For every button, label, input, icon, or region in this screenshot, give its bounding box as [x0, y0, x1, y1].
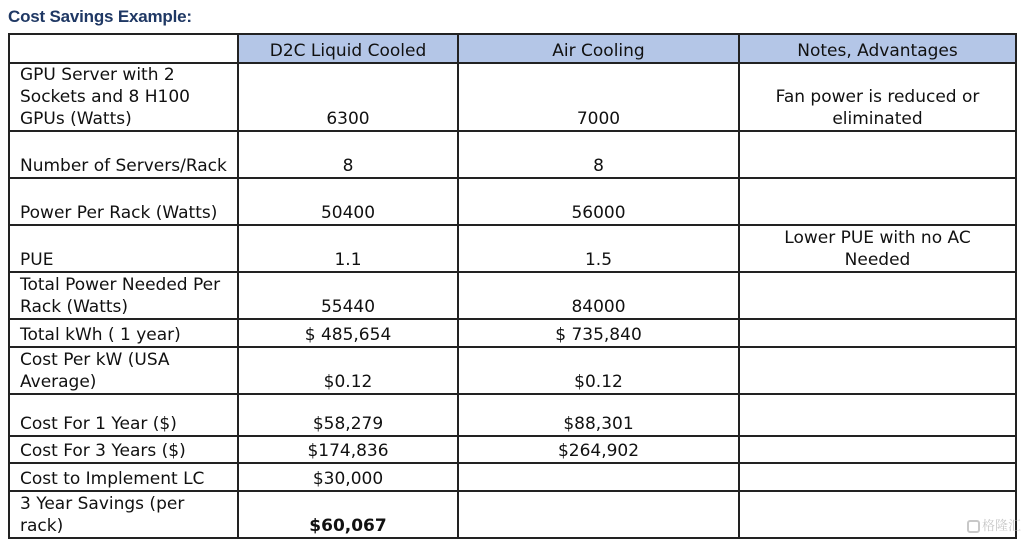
air-value [458, 463, 739, 491]
table-row [9, 178, 1016, 225]
row-label: Cost For 1 Year ($) [9, 394, 238, 436]
row-label: Cost to Implement LC [9, 463, 238, 491]
note-value [739, 178, 1016, 225]
note-value [739, 436, 1016, 463]
table-row [9, 394, 1016, 436]
d2c-value: $58,279 [238, 394, 458, 436]
row-label: Number of Servers/Rack [9, 131, 238, 178]
row-label: Cost For 3 Years ($) [9, 436, 238, 463]
note-value [739, 394, 1016, 436]
note-value [739, 463, 1016, 491]
air-value [458, 491, 739, 538]
row-label: Cost Per kW (USA Average) [9, 347, 238, 394]
table-row [9, 436, 1016, 463]
table-row [9, 63, 1016, 131]
d2c-value: $ 485,654 [238, 319, 458, 347]
table-row [9, 319, 1016, 347]
note-value [739, 319, 1016, 347]
d2c-value: 1.1 [238, 225, 458, 272]
air-value: 7000 [458, 63, 739, 131]
table-row [9, 131, 1016, 178]
d2c-value: 50400 [238, 178, 458, 225]
table-row [9, 463, 1016, 491]
header-d2c: D2C Liquid Cooled [238, 34, 458, 63]
d2c-value: 8 [238, 131, 458, 178]
d2c-value: 55440 [238, 272, 458, 319]
air-value: $88,301 [458, 394, 739, 436]
d2c-value: 6300 [238, 63, 458, 131]
air-value: $0.12 [458, 347, 739, 394]
header-blank [9, 34, 238, 63]
note-value [739, 131, 1016, 178]
row-label: Total Power Needed Per Rack (Watts) [9, 272, 238, 319]
air-value: 1.5 [458, 225, 739, 272]
watermark-text: 格隆汇 [981, 519, 1021, 534]
air-value: 84000 [458, 272, 739, 319]
note-value: Fan power is reduced or eliminated [739, 63, 1016, 131]
row-label: GPU Server with 2 Sockets and 8 H100 GPUs (Watts) [9, 63, 238, 131]
header-notes: Notes, Advantages [739, 34, 1016, 63]
note-value: Lower PUE with no AC Needed [739, 225, 1016, 272]
d2c-value: $30,000 [238, 463, 458, 491]
air-value: $ 735,840 [458, 319, 739, 347]
watermark [967, 515, 1021, 534]
air-value: $264,902 [458, 436, 739, 463]
watermark-logo-icon [967, 520, 980, 533]
table-row [9, 272, 1016, 319]
savings-value: $60,067 [238, 491, 458, 538]
row-label: Total kWh ( 1 year) [9, 319, 238, 347]
air-value: 56000 [458, 178, 739, 225]
air-value: 8 [458, 131, 739, 178]
table-row [9, 225, 1016, 272]
row-label: 3 Year Savings (per rack) [9, 491, 238, 538]
row-label: PUE [9, 225, 238, 272]
d2c-value: $0.12 [238, 347, 458, 394]
note-value [739, 347, 1016, 394]
cost-savings-table [8, 33, 1017, 539]
row-label: Power Per Rack (Watts) [9, 178, 238, 225]
note-value [739, 272, 1016, 319]
d2c-value: $174,836 [238, 436, 458, 463]
page-title: Cost Savings Example: [8, 7, 192, 26]
table-row [9, 491, 1016, 538]
header-air: Air Cooling [458, 34, 739, 63]
table-row [9, 347, 1016, 394]
table-header-row [9, 34, 1016, 63]
